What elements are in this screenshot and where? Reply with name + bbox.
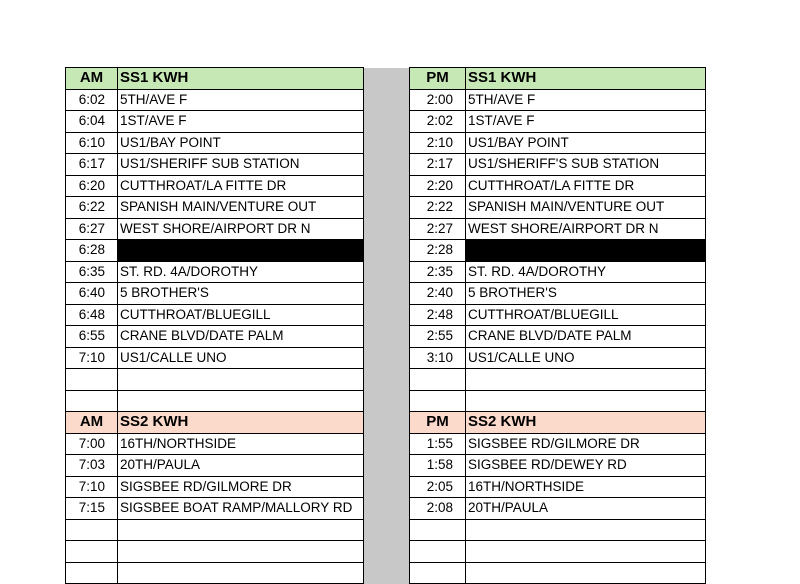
pm-stop-cell	[466, 562, 706, 584]
gap-cell	[364, 261, 410, 283]
am-time-cell: 6:04	[66, 111, 118, 133]
pm-time-cell: 2:28	[410, 240, 466, 262]
am-stop-cell: 20TH/PAULA	[118, 455, 364, 477]
gap-cell	[364, 111, 410, 133]
am-time-cell: 6:40	[66, 283, 118, 305]
pm-stop-cell: US1/SHERIFF'S SUB STATION	[466, 154, 706, 176]
am-stop-cell: SIGSBEE RD/GILMORE DR	[118, 476, 364, 498]
pm-stop-cell: SIGSBEE RD/GILMORE DR	[466, 433, 706, 455]
am-time-cell	[66, 369, 118, 391]
pm-time-cell: 2:27	[410, 218, 466, 240]
am-time-cell	[66, 562, 118, 584]
table-row	[66, 541, 706, 563]
pm-stop-cell: 1ST/AVE F	[466, 111, 706, 133]
pm-stop-cell: 5TH/AVE F	[466, 89, 706, 111]
gap-cell	[364, 132, 410, 154]
am-stop-cell: CUTTHROAT/BLUEGILL	[118, 304, 364, 326]
pm-stop-cell: 20TH/PAULA	[466, 498, 706, 520]
am-stop-cell	[118, 390, 364, 412]
table-row	[66, 283, 706, 305]
ss2-am-title: SS2 KWH	[118, 412, 364, 434]
am-stop-cell: 5TH/AVE F	[118, 89, 364, 111]
pm-stop-cell	[466, 519, 706, 541]
gap-cell	[364, 68, 410, 90]
table-row	[66, 240, 706, 262]
pm-stop-cell	[466, 240, 706, 262]
am-stop-cell	[118, 369, 364, 391]
pm-time-cell: 2:10	[410, 132, 466, 154]
pm-stop-cell	[466, 390, 706, 412]
ss1-am-title: SS1 KWH	[118, 68, 364, 90]
pm-stop-cell: CUTTHROAT/LA FITTE DR	[466, 175, 706, 197]
am-stop-cell: ST. RD. 4A/DOROTHY	[118, 261, 364, 283]
gap-cell	[364, 283, 410, 305]
pm-time-cell	[410, 562, 466, 584]
pm-stop-cell	[466, 541, 706, 563]
gap-cell	[364, 218, 410, 240]
table-row	[66, 476, 706, 498]
table-row	[66, 562, 706, 584]
am-time-cell: 6:27	[66, 218, 118, 240]
gap-cell	[364, 369, 410, 391]
gap-cell	[364, 197, 410, 219]
table-row	[66, 111, 706, 133]
gap-cell	[364, 390, 410, 412]
am-time-cell: 6:17	[66, 154, 118, 176]
am-stop-cell: US1/BAY POINT	[118, 132, 364, 154]
am-time-cell: 7:00	[66, 433, 118, 455]
am-time-cell	[66, 541, 118, 563]
table-row	[66, 519, 706, 541]
table-row	[66, 498, 706, 520]
table-row	[66, 326, 706, 348]
pm-time-cell: 2:48	[410, 304, 466, 326]
am-stop-cell: 5 BROTHER'S	[118, 283, 364, 305]
am-time-cell: 7:15	[66, 498, 118, 520]
pm-stop-cell: CRANE BLVD/DATE PALM	[466, 326, 706, 348]
ss2-pm-title: SS2 KWH	[466, 412, 706, 434]
pm-stop-cell	[466, 369, 706, 391]
table-row	[66, 261, 706, 283]
table-row	[66, 89, 706, 111]
gap-cell	[364, 541, 410, 563]
pm-stop-cell: WEST SHORE/AIRPORT DR N	[466, 218, 706, 240]
am-time-cell: 7:03	[66, 455, 118, 477]
am-time-cell: 6:22	[66, 197, 118, 219]
gap-cell	[364, 498, 410, 520]
pm-time-cell: 2:08	[410, 498, 466, 520]
pm-stop-cell: CUTTHROAT/BLUEGILL	[466, 304, 706, 326]
gap-cell	[364, 175, 410, 197]
ss1-header-row	[66, 68, 706, 90]
ss1-am-label: AM	[66, 68, 118, 90]
pm-time-cell	[410, 390, 466, 412]
pm-stop-cell: US1/CALLE UNO	[466, 347, 706, 369]
am-time-cell: 6:55	[66, 326, 118, 348]
schedule-table	[65, 67, 706, 584]
gap-cell	[364, 476, 410, 498]
gap-cell	[364, 412, 410, 434]
table-row	[66, 154, 706, 176]
pm-time-cell	[410, 369, 466, 391]
pm-stop-cell: 5 BROTHER'S	[466, 283, 706, 305]
pm-time-cell: 2:20	[410, 175, 466, 197]
am-stop-cell: 1ST/AVE F	[118, 111, 364, 133]
am-time-cell: 6:35	[66, 261, 118, 283]
pm-stop-cell: SIGSBEE RD/DEWEY RD	[466, 455, 706, 477]
am-stop-cell: 16TH/NORTHSIDE	[118, 433, 364, 455]
pm-time-cell	[410, 541, 466, 563]
gap-cell	[364, 347, 410, 369]
gap-cell	[364, 562, 410, 584]
gap-cell	[364, 519, 410, 541]
pm-stop-cell: US1/BAY POINT	[466, 132, 706, 154]
table-row	[66, 175, 706, 197]
am-time-cell: 7:10	[66, 347, 118, 369]
table-row	[66, 132, 706, 154]
pm-time-cell: 2:05	[410, 476, 466, 498]
table-row	[66, 304, 706, 326]
table-row	[66, 218, 706, 240]
schedule-sheet	[65, 67, 706, 584]
pm-time-cell: 2:55	[410, 326, 466, 348]
pm-stop-cell: SPANISH MAIN/VENTURE OUT	[466, 197, 706, 219]
table-row	[66, 433, 706, 455]
am-stop-cell	[118, 240, 364, 262]
gap-cell	[364, 89, 410, 111]
pm-time-cell: 2:17	[410, 154, 466, 176]
am-stop-cell: CRANE BLVD/DATE PALM	[118, 326, 364, 348]
pm-time-cell	[410, 519, 466, 541]
am-time-cell: 7:10	[66, 476, 118, 498]
am-stop-cell: US1/CALLE UNO	[118, 347, 364, 369]
am-time-cell	[66, 390, 118, 412]
am-time-cell: 6:02	[66, 89, 118, 111]
table-row	[66, 197, 706, 219]
gap-cell	[364, 240, 410, 262]
pm-time-cell: 2:22	[410, 197, 466, 219]
am-stop-cell	[118, 562, 364, 584]
am-stop-cell	[118, 519, 364, 541]
gap-cell	[364, 154, 410, 176]
gap-cell	[364, 455, 410, 477]
am-time-cell: 6:28	[66, 240, 118, 262]
pm-time-cell: 2:35	[410, 261, 466, 283]
table-row	[66, 390, 706, 412]
pm-time-cell: 3:10	[410, 347, 466, 369]
ss2-pm-label: PM	[410, 412, 466, 434]
am-time-cell: 6:48	[66, 304, 118, 326]
pm-stop-cell: 16TH/NORTHSIDE	[466, 476, 706, 498]
am-stop-cell	[118, 541, 364, 563]
ss1-pm-label: PM	[410, 68, 466, 90]
am-stop-cell: WEST SHORE/AIRPORT DR N	[118, 218, 364, 240]
ss2-header-row	[66, 412, 706, 434]
am-stop-cell: CUTTHROAT/LA FITTE DR	[118, 175, 364, 197]
pm-time-cell: 1:58	[410, 455, 466, 477]
am-stop-cell: SIGSBEE BOAT RAMP/MALLORY RD	[118, 498, 364, 520]
pm-time-cell: 2:40	[410, 283, 466, 305]
gap-cell	[364, 304, 410, 326]
ss1-pm-title: SS1 KWH	[466, 68, 706, 90]
table-row	[66, 347, 706, 369]
am-time-cell	[66, 519, 118, 541]
gap-cell	[364, 326, 410, 348]
table-row	[66, 455, 706, 477]
pm-stop-cell: ST. RD. 4A/DOROTHY	[466, 261, 706, 283]
table-row	[66, 369, 706, 391]
pm-time-cell: 1:55	[410, 433, 466, 455]
gap-cell	[364, 433, 410, 455]
am-time-cell: 6:20	[66, 175, 118, 197]
am-stop-cell: SPANISH MAIN/VENTURE OUT	[118, 197, 364, 219]
pm-time-cell: 2:02	[410, 111, 466, 133]
pm-time-cell: 2:00	[410, 89, 466, 111]
am-stop-cell: US1/SHERIFF SUB STATION	[118, 154, 364, 176]
am-time-cell: 6:10	[66, 132, 118, 154]
ss2-am-label: AM	[66, 412, 118, 434]
